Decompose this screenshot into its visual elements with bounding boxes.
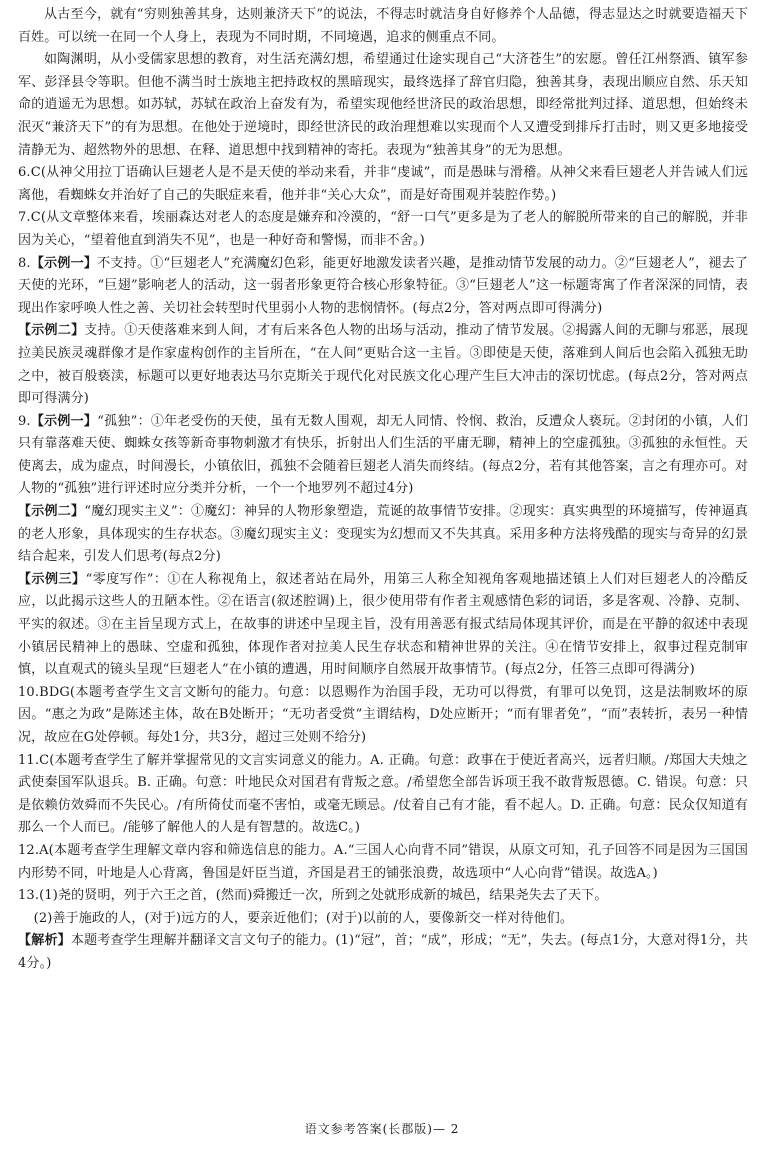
answer-7-text: C(从文章整体来看，埃丽森达对老人的态度是嫌弃和冷漠的，“舒一口气”更多是为了老人的解脱所带来的自己的解脱，并非因为关心，“望着他直到消失不见”，也是一种好奇和警惕，而非不舍。) xyxy=(18,210,748,248)
answer-9-example-2-text: “魔幻现实主义”：①魔幻：神异的人物形象塑造，荒诞的故事情节安排。②现实：真实典型的环境描写，传神逼真的老人形象，具体现实的生存状态。③魔幻现实主义：变现实为幻想而又不失其真。采用多种方法将残酷的现实与奇异的幻景结合起来，引发人们思考(每点2分) xyxy=(18,504,748,565)
example-tag: 【示例二】 xyxy=(18,504,85,520)
answer-9-number: 9. xyxy=(18,413,31,429)
answer-9-example-2 xyxy=(18,501,748,569)
answer-9-example-1 xyxy=(18,411,748,501)
answer-page xyxy=(18,4,748,976)
answer-13-part-2: (2)善于施政的人，(对于)远方的人，要亲近他们；(对于)以前的人，要像新交一样对待他们。 xyxy=(33,910,574,926)
answer-8-example-2-text: 支持。①天使落难来到人间，才有后来各色人物的出场与活动，推动了情节发展。②揭露人间的无聊与邪恶，展现拉美民族灵魂群像才是作家虚构创作的主旨所在，“在人间”更贴合这一主旨。③即使是天使，落难到人间后也会陷入孤独无助之中，被百般亵渎，标题可以更好地表达马尔克斯关于现代化对民族文化心理产生巨大冲击的深切忧虑。(每点2分，答对两点即可得满分) xyxy=(18,323,748,407)
answer-8-example-1 xyxy=(18,253,748,321)
answer-6-text: C(从神父用拉丁语确认巨翅老人是不是天使的举动来看，并非“虔诚”，而是愚昧与滑稽。从神父来看巨翅老人并告诫人们远离他，看蜘蛛女并治好了自己的失眠症来看，他并非“关心大众”，而是好奇围观并装腔作势。) xyxy=(18,165,748,203)
answer-10-number: 10. xyxy=(18,684,40,700)
example-tag: 【示例一】 xyxy=(30,255,98,271)
intro-paragraph-1: 从古至今，就有“穷则独善其身，达则兼济天下”的说法，不得志时就洁身自好修养个人品德，得志显达之时就要造福天下百姓。可以统一在同一个人身上，表现为不同时期，不同境遇，追求的侧重点不同。 xyxy=(18,7,748,45)
answer-13-analysis xyxy=(18,930,748,975)
page-footer: 语文参考答案(长郡版)— 2 xyxy=(304,1122,460,1136)
answer-7 xyxy=(18,207,748,252)
answer-9-example-3 xyxy=(18,569,748,682)
answer-11-text: C(本题考查学生了解并掌握常见的文言实词意义的能力。A. 正确。句意：政事在于使近者高兴，远者归顺。/郑国大夫烛之武使秦国军队退兵。B. 正确。句意：叶地民众对国君有背叛之意。/希望您全部告诉项王我不敢背叛恩德。C. 错误。句意：只是依赖仿效舜而不失民心。/有所倚仗而毫不害怕，或毫无顾忌。/仗着自己有才能，看不起人。D. 正确。句意：民众仅知道有那么一个人而已。/能够了解他人的人是有智慧的。故选C。) xyxy=(18,752,748,836)
example-tag: 【示例三】 xyxy=(18,571,86,587)
answer-9-example-1-text: “孤独”：①年老受伤的天使，虽有无数人围观，却无人同情、怜悯、救治，反遭众人亵玩。②封闭的小镇，人们只有靠落难天使、蜘蛛女孩等新奇事物刺激才有快乐，折射出人们生活的平庸无聊，精神上的空虚孤独。③孤独的永恒性。天使离去，成为虚点，时间漫长，小镇依旧，孤独不会随着巨翅老人消失而终结。(每点2分，若有其他答案，言之有理亦可。对人物的“孤独”进行评述时应分类并分析，一个一个地罗列不超过4分) xyxy=(18,413,748,497)
answer-10-text: BDG(本题考查学生文言文断句的能力。句意：以恩赐作为治国手段，无功可以得赏，有罪可以免罚，这是法制败坏的原因。“惠之为政”是陈述主体，故在B处断开；“无功者受赏”主谓结构，D处应断开；“而有罪者免”，“而”表转折，表另一种情况，故应在G处停顿。每处1分，共3分，超过三处则不给分) xyxy=(18,684,748,745)
answer-6 xyxy=(18,162,748,207)
answer-11 xyxy=(18,750,748,840)
answer-13-number: 13. xyxy=(18,888,40,904)
answer-12-number: 12. xyxy=(18,842,40,858)
answer-9-example-3-text: “零度写作”：①在人称视角上，叙述者站在局外，用第三人称全知视角客观地描述镇上人们对巨翅老人的冷酷反应，以此揭示这些人的丑陋本性。②在语言(叙述腔调)上，很少使用带有作者主观感情色彩的词语，多是客观、冷静、克制、平实的叙述。③在主旨呈现方式上，在故事的讲述中呈现主旨，没有用善恶有报式结局体现其评价，而是在平静的叙述中表现小镇居民精神上的愚昧、空虚和孤独，体现作者对拉美人民生存状态和精神世界的关注。④在情节安排上，叙事过程克制审慎，以直观式的镜头呈现“巨翅老人”在小镇的遭遇，用时间顺序自然展开故事情节。(每点2分，任答三点即可得满分) xyxy=(18,571,748,678)
answer-12 xyxy=(18,840,748,885)
answer-11-number: 11. xyxy=(18,752,40,768)
analysis-tag: 【解析】 xyxy=(18,933,71,949)
example-tag: 【示例一】 xyxy=(30,413,98,429)
answer-7-number: 7. xyxy=(18,210,31,226)
example-tag: 【示例二】 xyxy=(18,323,85,339)
answer-8-example-2 xyxy=(18,320,748,410)
answer-6-number: 6. xyxy=(18,165,31,181)
answer-13-part-1-text: (1)尧的贤明，列于六王之首，(然而)舜搬迁一次，所到之处就形成新的城邑，结果尧失去了天下。 xyxy=(39,888,608,904)
answer-10 xyxy=(18,682,748,750)
answer-13-analysis-text: 本题考查学生理解并翻译文言文句子的能力。(1)“冠”，首；“成”，形成；“无”，失去。(每点1分，大意对得1分，共4分。) xyxy=(18,933,748,971)
answer-13-part-1 xyxy=(18,885,748,908)
answer-8-number: 8. xyxy=(18,255,31,271)
answer-12-text: A(本题考查学生理解文章内容和筛选信息的能力。A.“三国人心向背不同”错误，从原文可知，孔子回答不同是因为三国国内形势不同，叶地是人心背离，鲁国是奸臣当道，齐国是君王的铺张浪费，故选项中“人心向背”错误。故选A。) xyxy=(18,842,748,881)
intro-paragraph-2: 如陶渊明，从小受儒家思想的教育，对生活充满幻想，希望通过仕途实现自己“大济苍生”的宏愿。曾任江州祭酒、镇军参军、彭泽县令等职。但他不满当时士族地主把持政权的黑暗现实，最终选择了辞官归隐，独善其身，表现出顺应自然、乐天知命的逍遥无为思想。如苏轼，苏轼在政治上奋发有为，希望实现他经世济民的政治思想，即经常批判过择、道思想，但始终未泯灭“兼济天下”的有为思想。在他处于逆境时，即经世济民的政治理想难以实现而个人又遭受到排斥打击时，则又更多地接受清静无为、超然物外的思想、在释、道思想中找到精神的寄托。表现为“独善其身”的无为思想。 xyxy=(18,52,748,158)
answer-8-example-1-text: 不支持。①“巨翅老人”充满魔幻色彩，能更好地激发读者兴趣，是推动情节发展的动力。②“巨翅老人”，褪去了天使的光环，“巨翅”影响老人的活动，这一弱者形象更符合核心形象特征。③“巨翅老人”这一标题寄寓了作者深深的同情，表现出作家呼唤人性之善、关切社会转型时代里弱小人物的悲悯情怀。(每点2分，答对两点即可得满分) xyxy=(18,255,748,316)
